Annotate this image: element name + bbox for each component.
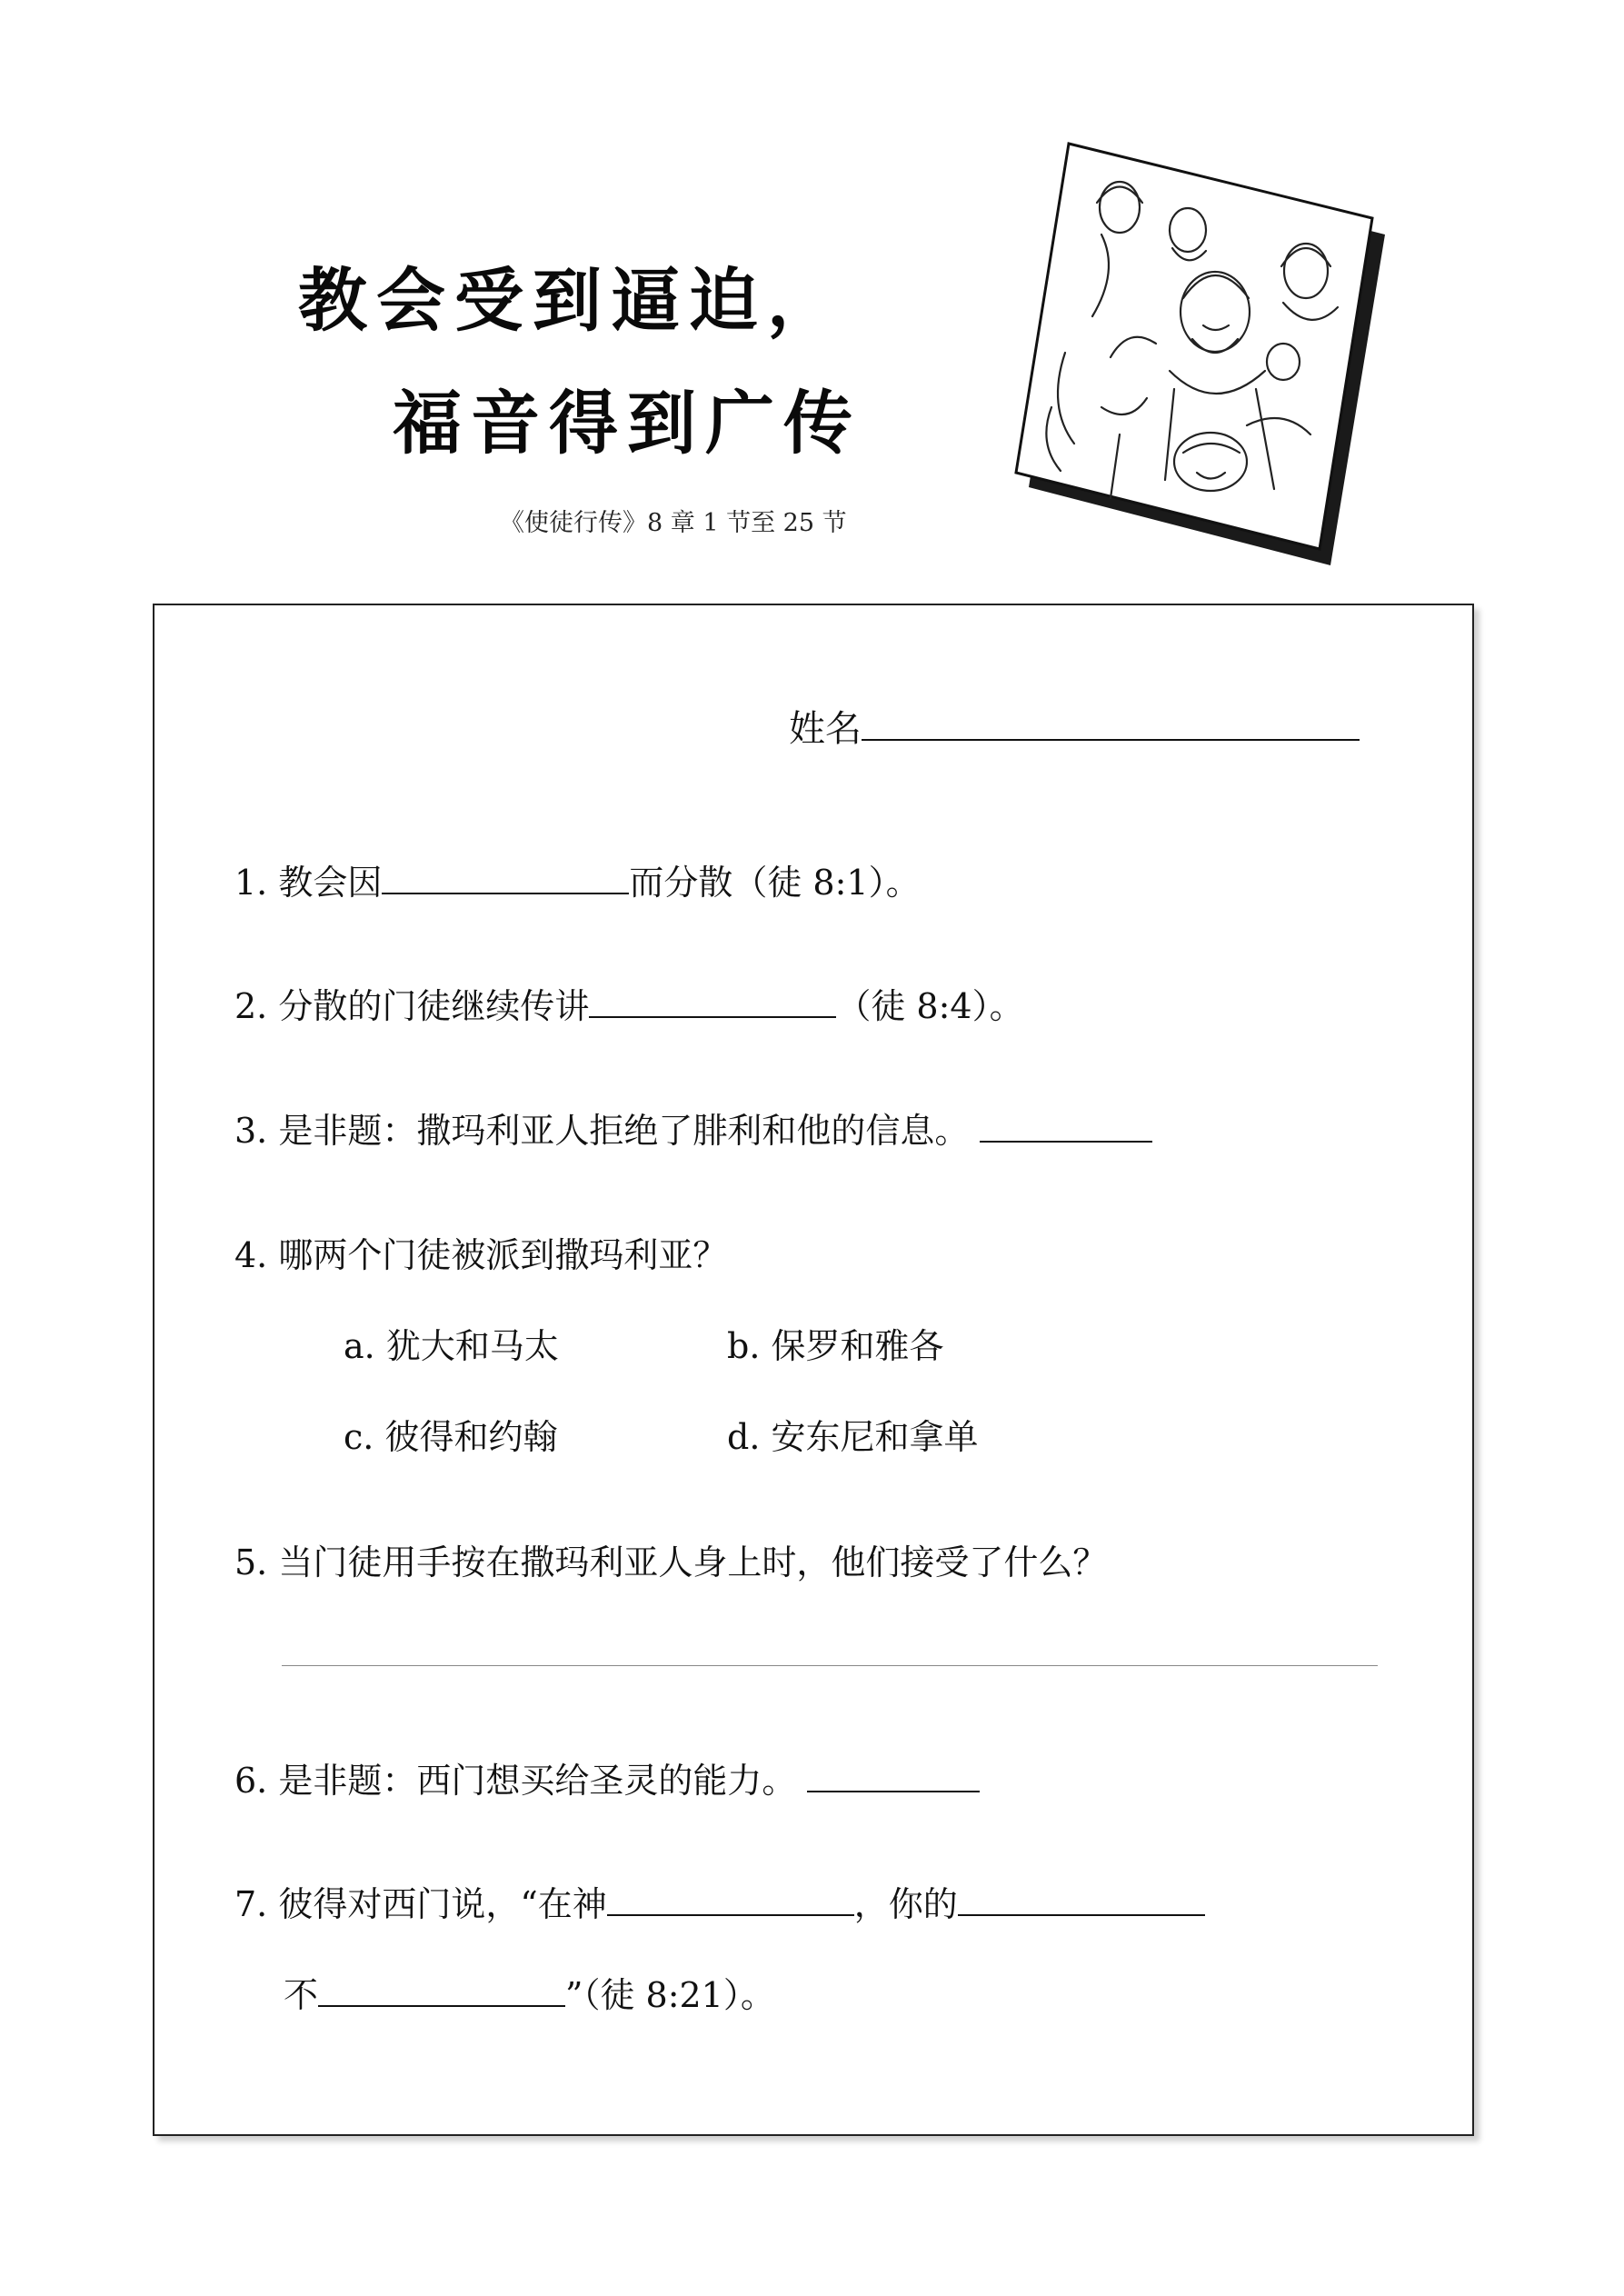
q3-text: 3. 是非题：撒玛利亚人拒绝了腓利和他的信息。: [234, 1111, 970, 1151]
name-blank[interactable]: [862, 706, 1360, 741]
q7-text-2: ，你的: [853, 1884, 958, 1924]
q4-option-a[interactable]: a. 犹大和马太: [344, 1326, 559, 1366]
q7-blank-3[interactable]: [318, 1972, 565, 2007]
question-2: [234, 978, 1024, 1028]
q7-blank-1[interactable]: [607, 1882, 854, 1916]
question-1: [234, 854, 921, 904]
q5-answer-line[interactable]: [282, 1665, 1378, 1666]
q7-text-1: 7. 彼得对西门说，“在神: [234, 1884, 607, 1924]
q7-text-3: 不: [284, 1975, 319, 2015]
name-label: 姓名: [789, 708, 862, 750]
coloring-page-disciples-icon: [1011, 135, 1392, 576]
q4-option-b[interactable]: b. 保罗和雅各: [727, 1326, 944, 1366]
question-4: 4. 哪两个门徒被派到撒玛利亚？: [234, 1235, 728, 1275]
name-field[interactable]: [789, 700, 1360, 752]
q2-text-after: （徒 8:4）。: [836, 986, 1024, 1026]
q1-blank[interactable]: [382, 860, 629, 894]
q6-text: 6. 是非题：西门想买给圣灵的能力。: [234, 1761, 797, 1801]
q4-option-d[interactable]: d. 安东尼和拿单: [727, 1417, 979, 1457]
question-7-line-1: [234, 1876, 1205, 1926]
title-line-1: 教会受到逼迫，: [298, 260, 845, 341]
q6-blank[interactable]: [807, 1758, 980, 1792]
title-line-2: 福音得到广传: [393, 383, 862, 464]
q1-text-before: 1. 教会因: [234, 863, 383, 903]
q2-text-before: 2. 分散的门徒继续传讲: [234, 986, 590, 1026]
q3-blank[interactable]: [980, 1108, 1152, 1143]
q7-blank-2[interactable]: [958, 1882, 1205, 1916]
scripture-reference: 《使徒行传》8 章 1 节至 25 节: [500, 509, 847, 537]
question-5: 5. 当门徒用手按在撒玛利亚人身上时，他们接受了什么？: [234, 1542, 1108, 1582]
question-3: [234, 1103, 1152, 1153]
q1-text-after: 而分散（徒 8:1）。: [629, 863, 921, 903]
question-6: [234, 1752, 980, 1802]
q7-text-4: ”（徒 8:21）。: [565, 1975, 775, 2015]
q2-blank[interactable]: [589, 983, 836, 1018]
q4-option-c[interactable]: c. 彼得和约翰: [344, 1417, 558, 1457]
question-7-line-2: [284, 1967, 775, 2017]
